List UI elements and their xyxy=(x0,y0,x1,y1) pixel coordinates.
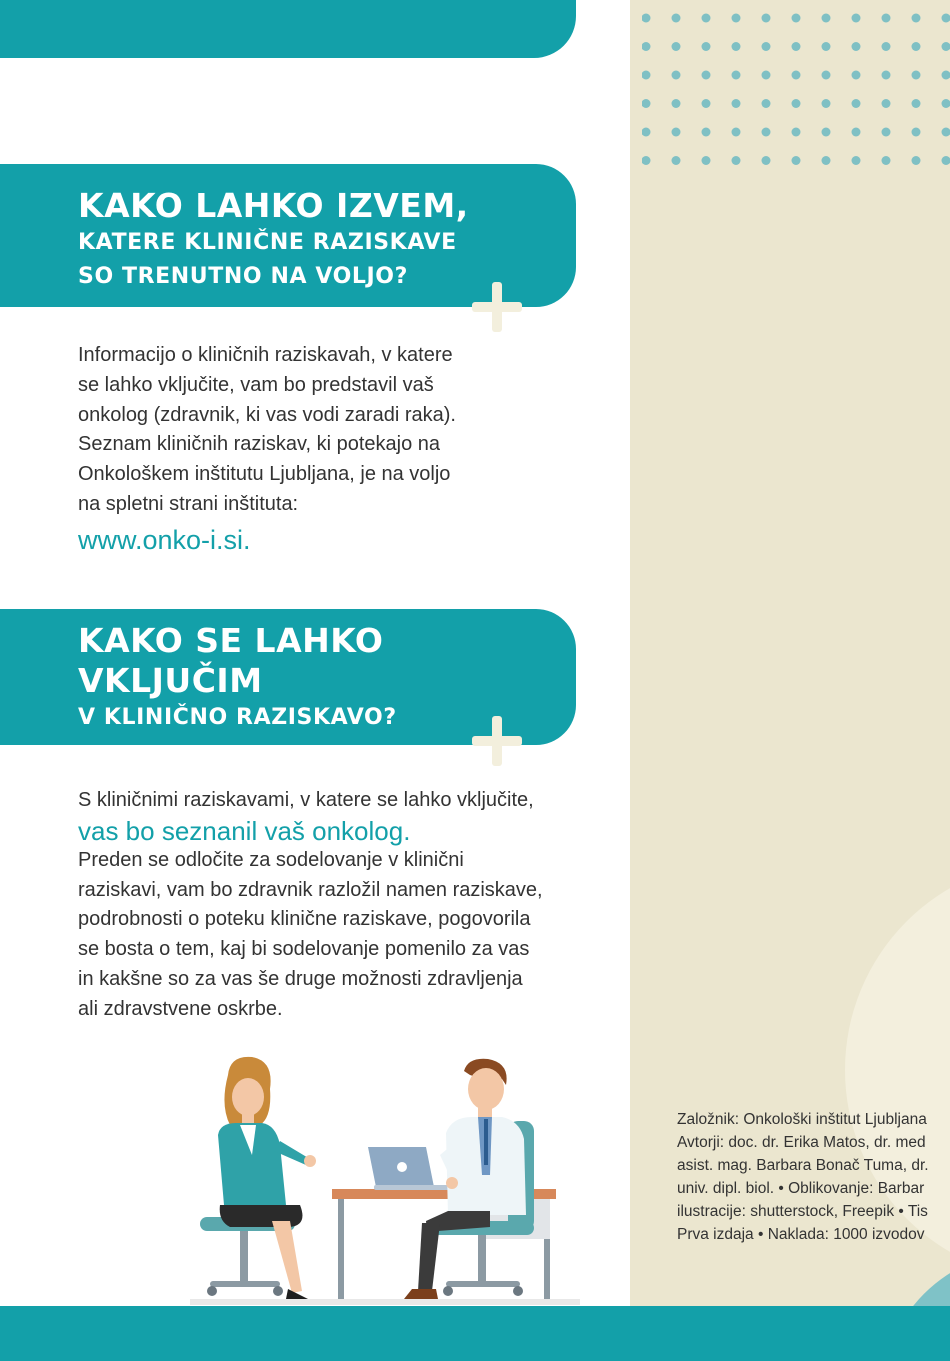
section2-line: raziskavi, vam bo zdravnik razložil namen raziskave, xyxy=(78,878,543,901)
decorative-dot xyxy=(702,99,711,108)
top-teal-band xyxy=(0,0,576,58)
decorative-dot xyxy=(732,99,741,108)
imprint-credits xyxy=(677,1108,950,1246)
decorative-dot xyxy=(672,128,681,137)
decorative-dot xyxy=(852,14,861,23)
section1-heading-line1: KAKO LAHKO IZVEM, xyxy=(78,186,469,225)
decorative-dot xyxy=(882,128,891,137)
decorative-dot xyxy=(672,14,681,23)
decorative-dot xyxy=(912,14,921,23)
decorative-dot xyxy=(822,71,831,80)
section2-line: ali zdravstvene oskrbe. xyxy=(78,997,283,1020)
decorative-dot xyxy=(702,14,711,23)
section2-line: podrobnosti o poteku klinične raziskave, pogovorila xyxy=(78,908,531,931)
section1-heading-line3: SO TRENUTNO NA VOLJO? xyxy=(78,264,408,289)
decorative-dot xyxy=(642,71,651,80)
decorative-dot xyxy=(792,99,801,108)
section1-line: se lahko vključite, vam bo predstavil vaš xyxy=(78,373,434,396)
decorative-dot xyxy=(852,71,861,80)
section2-heading-line1: KAKO SE LAHKO xyxy=(78,621,384,660)
decorative-dot xyxy=(852,99,861,108)
decorative-dot xyxy=(852,42,861,51)
decorative-dot xyxy=(732,42,741,51)
decorative-dot xyxy=(912,128,921,137)
imprint-line: Prva izdaja • Naklada: 1000 izvodov xyxy=(677,1226,925,1243)
decorative-dot xyxy=(882,99,891,108)
imprint-line: Avtorji: doc. dr. Erika Matos, dr. med xyxy=(677,1134,926,1151)
decorative-dot xyxy=(642,42,651,51)
section1-line: Seznam kliničnih raziskav, ki potekajo na xyxy=(78,433,441,456)
section1-line: onkolog (zdravnik, ki vas vodi zaradi raka). xyxy=(78,403,456,426)
section1-heading-line2: KATERE KLINIČNE RAZISKAVE xyxy=(78,230,457,255)
decorative-dot xyxy=(822,14,831,23)
decorative-dot xyxy=(882,156,891,165)
decorative-dot xyxy=(732,128,741,137)
decorative-dot xyxy=(912,42,921,51)
section2-heading-line3: V KLINIČNO RAZISKAVO? xyxy=(78,705,397,730)
decorative-dot xyxy=(672,71,681,80)
decorative-dot xyxy=(762,156,771,165)
section2-intro: S kliničnimi raziskavami, v katere se lahko vključite, xyxy=(78,789,534,811)
section2-line: in kakšne so za vas še druge možnosti zdravljenja xyxy=(78,967,523,990)
decorative-dot xyxy=(672,99,681,108)
section2-body xyxy=(78,786,578,1025)
decorative-dot xyxy=(732,156,741,165)
decorative-dot xyxy=(792,14,801,23)
bottom-teal-band xyxy=(0,1306,950,1361)
decorative-dot xyxy=(702,128,711,137)
decorative-dot xyxy=(882,14,891,23)
decorative-dot xyxy=(942,156,950,165)
patient-figure xyxy=(218,1057,316,1299)
decorative-dot xyxy=(672,42,681,51)
website-link[interactable]: www.onko-i.si. xyxy=(78,524,251,555)
decorative-dot xyxy=(912,99,921,108)
decorative-dot xyxy=(912,156,921,165)
decorative-dot xyxy=(912,71,921,80)
decorative-dot xyxy=(792,71,801,80)
decorative-dot xyxy=(702,42,711,51)
section2-line: se bosta o tem, kaj bi sodelovanje pomenilo za vas xyxy=(78,938,530,961)
decorative-dot xyxy=(942,99,950,108)
imprint-line: ilustracije: shutterstock, Freepik • Tis xyxy=(677,1203,928,1220)
section1-line: Onkološkem inštitutu Ljubljana, je na voljo xyxy=(78,463,451,486)
decorative-dot xyxy=(822,128,831,137)
section1-body xyxy=(78,341,498,558)
decorative-dot xyxy=(762,42,771,51)
decorative-dot xyxy=(642,128,651,137)
imprint-line: Založnik: Onkološki inštitut Ljubljana xyxy=(677,1111,927,1128)
decorative-dot xyxy=(942,128,950,137)
decorative-dot xyxy=(762,128,771,137)
decorative-dot xyxy=(852,128,861,137)
decorative-dot xyxy=(702,71,711,80)
section2-line: Preden se odločite za sodelovanje v klinični xyxy=(78,848,464,871)
decorative-dot xyxy=(942,14,950,23)
decorative-dot xyxy=(642,156,651,165)
decorative-dot xyxy=(642,99,651,108)
decorative-dot xyxy=(642,14,651,23)
doctor-patient-illustration xyxy=(190,1055,580,1307)
decorative-dot xyxy=(882,71,891,80)
decorative-dot xyxy=(792,128,801,137)
decorative-dot xyxy=(792,156,801,165)
plus-icon xyxy=(472,282,522,332)
decorative-dot xyxy=(942,71,950,80)
decorative-dot xyxy=(732,14,741,23)
decorative-dot xyxy=(822,42,831,51)
imprint-line: univ. dipl. biol. • Oblikovanje: Barbar xyxy=(677,1180,925,1197)
section2-heading-line2: VKLJUČIM xyxy=(78,661,263,700)
decorative-dot xyxy=(822,99,831,108)
decorative-dot xyxy=(702,156,711,165)
decorative-dot xyxy=(672,156,681,165)
dot-pattern xyxy=(642,12,950,172)
decorative-dot xyxy=(762,99,771,108)
decorative-dot xyxy=(942,42,950,51)
imprint-line: asist. mag. Barbara Bonač Tuma, dr. xyxy=(677,1157,929,1174)
decorative-dot xyxy=(852,156,861,165)
decorative-dot xyxy=(792,42,801,51)
section2-highlight: vas bo seznanil vaš onkolog. xyxy=(78,815,411,846)
section1-line: na spletni strani inštituta: xyxy=(78,492,299,515)
section1-line: Informacijo o kliničnih raziskavah, v katere xyxy=(78,344,453,366)
plus-icon xyxy=(472,716,522,766)
decorative-dot xyxy=(732,71,741,80)
decorative-dot xyxy=(822,156,831,165)
decorative-dot xyxy=(762,71,771,80)
decorative-dot xyxy=(882,42,891,51)
decorative-dot xyxy=(762,14,771,23)
